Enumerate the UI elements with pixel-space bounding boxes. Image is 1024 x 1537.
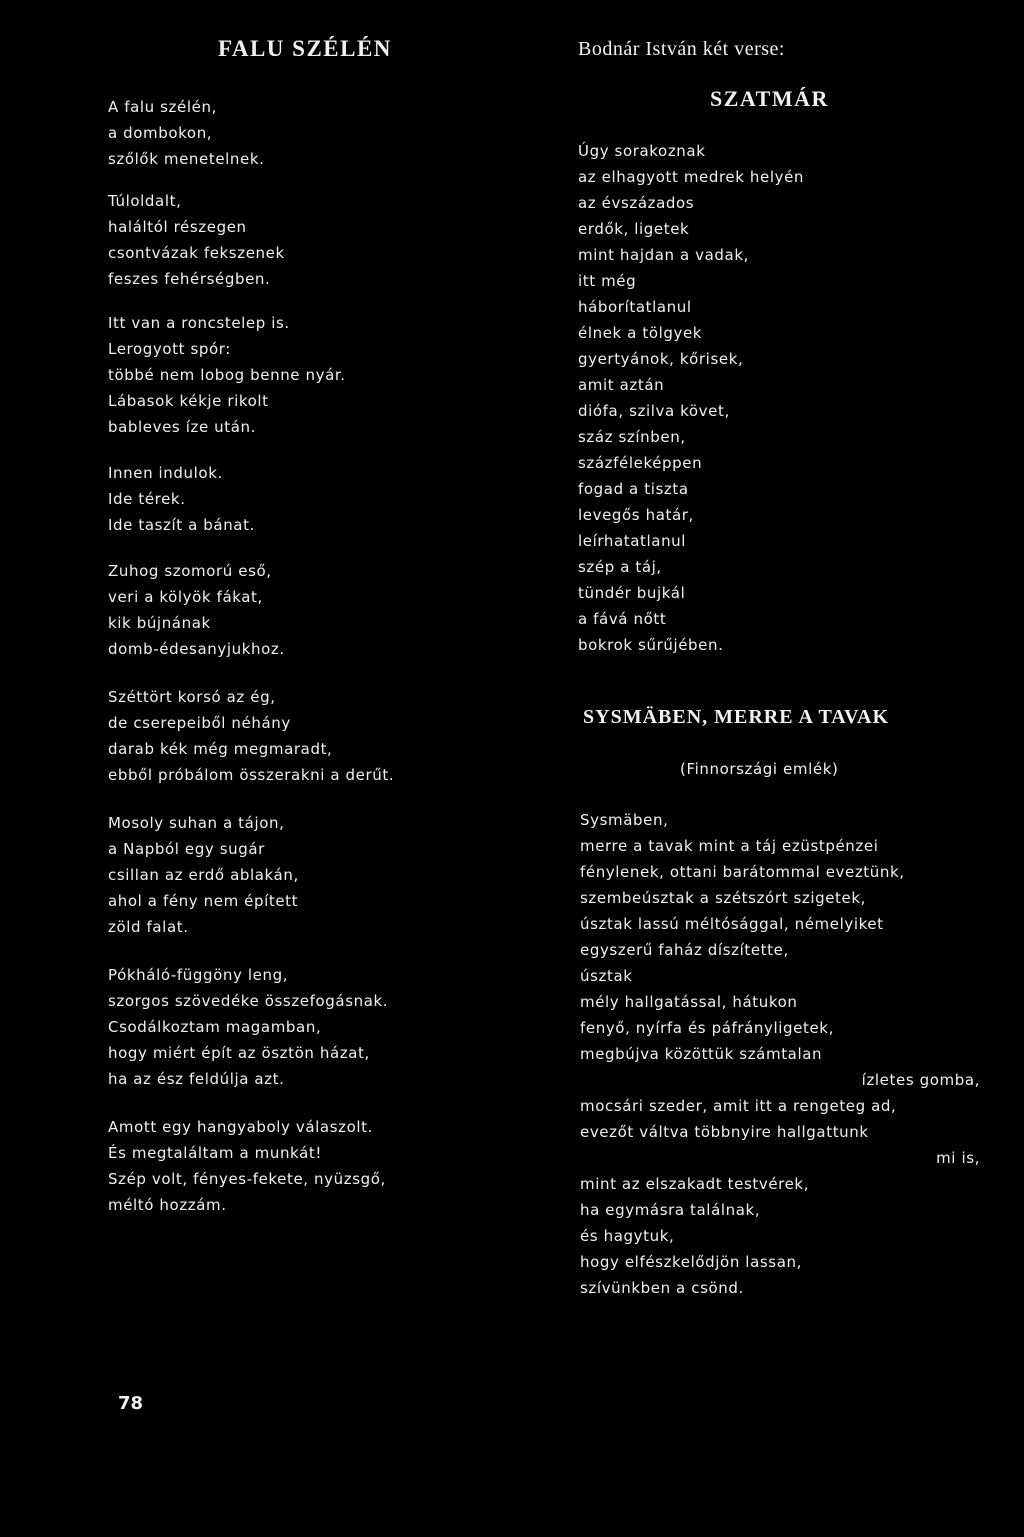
- poem-line: Széttört korsó az ég,: [108, 688, 276, 706]
- poem-line: bokrok sűrűjében.: [578, 636, 724, 654]
- poem-line: ebből próbálom összerakni a derűt.: [108, 766, 395, 784]
- poem-line: fénylenek, ottani barátommal eveztünk,: [580, 863, 905, 881]
- poem-line: háborítatlanul: [578, 298, 692, 316]
- poem-line: élnek a tölgyek: [578, 324, 703, 342]
- poem-line: mi is,: [936, 1149, 980, 1167]
- poem-line: Úgy sorakoznak: [578, 142, 706, 160]
- poem-line: leírhatatlanul: [578, 532, 687, 550]
- poem-line: az évszázados: [578, 194, 695, 212]
- stanza: [108, 962, 508, 1092]
- poem-line: többé nem lobog benne nyár.: [108, 366, 346, 384]
- poem-line: zöld falat.: [108, 918, 189, 936]
- poem-line: száz színben,: [578, 428, 686, 446]
- poem-line: merre a tavak mint a táj ezüstpénzei: [580, 837, 879, 855]
- poem-sysmaben: [580, 807, 1000, 1301]
- poem-line: úsztak: [580, 967, 633, 985]
- stanza: [108, 810, 508, 940]
- poem-line: Mosoly suhan a tájon,: [108, 814, 285, 832]
- stanza: [108, 94, 508, 172]
- poem-line: kik bújnának: [108, 614, 211, 632]
- poem-line: Lábasok kékje rikolt: [108, 392, 269, 410]
- poem-line: evezőt váltva többnyire hallgattunk: [580, 1123, 869, 1141]
- poem-line: domb-édesanyjukhoz.: [108, 640, 285, 658]
- poem-title-falu-szelen: FALU SZÉLÉN: [218, 36, 392, 61]
- poem-line: Túloldalt,: [108, 192, 182, 210]
- poem-line: méltó hozzám.: [108, 1196, 227, 1214]
- poem-line: szembeúsztak a szétszórt szigetek,: [580, 889, 867, 907]
- poem-line: Amott egy hangyaboly válaszolt.: [108, 1118, 373, 1136]
- poem-line: feszes fehérségben.: [108, 270, 271, 288]
- poem-line: az elhagyott medrek helyén: [578, 168, 805, 186]
- poem-line: mocsári szeder, amit itt a rengeteg ad,: [580, 1097, 897, 1115]
- poem-line: haláltól részegen: [108, 218, 247, 236]
- poem-line: és hagytuk,: [580, 1227, 675, 1245]
- poem-line: Csodálkoztam magamban,: [108, 1018, 322, 1036]
- poem-line: Lerogyott spór:: [108, 340, 231, 358]
- poem-line: szőlők menetelnek.: [108, 150, 265, 168]
- poem-line: a dombokon,: [108, 124, 213, 142]
- poem-line: szívünkben a csönd.: [580, 1279, 744, 1297]
- author-header: Bodnár István két verse:: [578, 38, 785, 60]
- poem-line: szorgos szövedéke összefogásnak.: [108, 992, 389, 1010]
- poem-title-szatmar: SZATMÁR: [710, 86, 829, 111]
- stanza: [108, 188, 508, 292]
- poem-line: Innen indulok.: [108, 464, 223, 482]
- poem-line: szép a táj,: [578, 558, 662, 576]
- poem-line: Ide térek.: [108, 490, 186, 508]
- poem-line: hogy miért épít az ösztön házat,: [108, 1044, 370, 1062]
- poem-title-sysmaben: SYSMÄBEN, MERRE A TAVAK: [583, 706, 890, 728]
- poem-line: megbújva közöttük számtalan: [580, 1045, 823, 1063]
- poem-line: úsztak lassú méltósággal, némelyiket: [580, 915, 884, 933]
- poem-line: mint hajdan a vadak,: [578, 246, 749, 264]
- stanza: [108, 684, 508, 788]
- poem-line: Szép volt, fényes-fekete, nyüzsgő,: [108, 1170, 386, 1188]
- poem-szatmar: [578, 138, 998, 658]
- poem-line: veri a kölyök fákat,: [108, 588, 263, 606]
- poem-line: gyertyánok, kőrisek,: [578, 350, 744, 368]
- poem-falu-szelen: [108, 94, 508, 1218]
- poem-line: mély hallgatással, hátukon: [580, 993, 798, 1011]
- poem-line: de cserepeiből néhány: [108, 714, 291, 732]
- poem-line: diófa, szilva követ,: [578, 402, 730, 420]
- poem-line: Sysmäben,: [580, 811, 669, 829]
- page-number: 78: [118, 1393, 144, 1414]
- stanza: [108, 460, 508, 538]
- poem-line: ahol a fény nem épített: [108, 892, 299, 910]
- poem-line: itt még: [578, 272, 637, 290]
- poem-line: erdők, ligetek: [578, 220, 690, 238]
- poem-line: levegős határ,: [578, 506, 694, 524]
- poem-line: ha egymásra találnak,: [580, 1201, 761, 1219]
- poem-line: Itt van a roncstelep is.: [108, 314, 290, 332]
- poem-line: Pókháló-függöny leng,: [108, 966, 289, 984]
- poem-line: a Napból egy sugár: [108, 840, 265, 858]
- poem-line: amit aztán: [578, 376, 665, 394]
- poem-line: ha az ész feldúlja azt.: [108, 1070, 285, 1088]
- poem-line: Ide taszít a bánat.: [108, 516, 255, 534]
- poem-line: darab kék még megmaradt,: [108, 740, 333, 758]
- poem-line: fogad a tiszta: [578, 480, 689, 498]
- poem-line: ízletes gomba,: [861, 1071, 980, 1089]
- poem-line: csontvázak fekszenek: [108, 244, 285, 262]
- poem-line: bableves íze után.: [108, 418, 257, 436]
- poem-line: a fává nőtt: [578, 610, 667, 628]
- stanza: [108, 310, 508, 440]
- stanza: [108, 558, 508, 662]
- poem-subtitle-sysmaben: (Finnországi emlék): [680, 760, 839, 778]
- poem-line: És megtaláltam a munkát!: [108, 1144, 322, 1162]
- poem-line: mint az elszakadt testvérek,: [580, 1175, 810, 1193]
- poem-line: hogy elfészkelődjön lassan,: [580, 1253, 802, 1271]
- stanza: [108, 1114, 508, 1218]
- poem-line: Zuhog szomorú eső,: [108, 562, 272, 580]
- poem-line: A falu szélén,: [108, 98, 217, 116]
- poem-line: százféleképpen: [578, 454, 703, 472]
- poem-line: tündér bujkál: [578, 584, 686, 602]
- poem-line: csillan az erdő ablakán,: [108, 866, 299, 884]
- poem-line: fenyő, nyírfa és páfrányligetek,: [580, 1019, 834, 1037]
- poem-line: egyszerű faház díszítette,: [580, 941, 789, 959]
